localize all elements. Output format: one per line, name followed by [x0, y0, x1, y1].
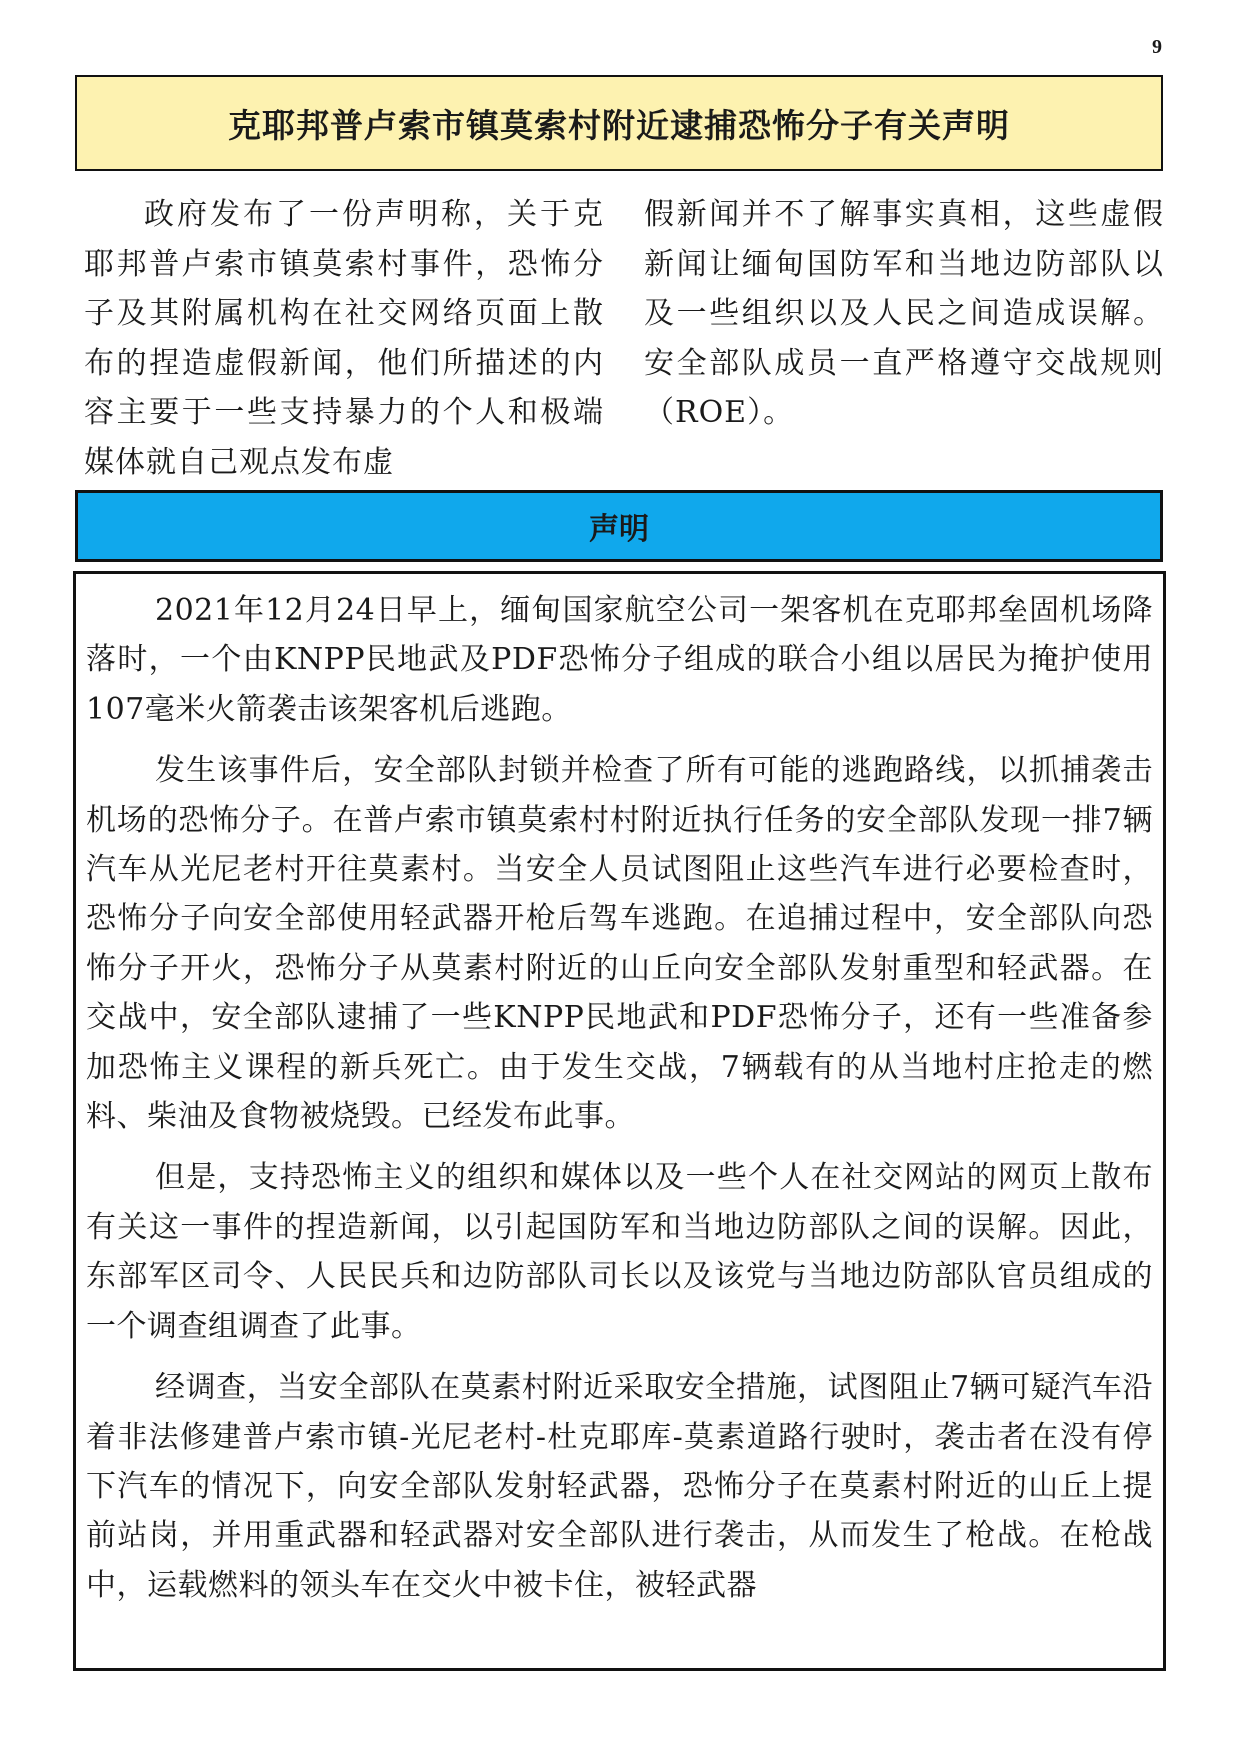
paragraph: 发生该事件后，安全部队封锁并检查了所有可能的逃跑路线，以抓捕袭击机场的恐怖分子。在普卢索市镇莫索村村附近执行任务的安全部队发现一排7辆汽车从光尼老村开往莫素村。当安全人员试图阻止这些汽车进行必要检查时，恐怖分子向安全部使用轻武器开枪后驾车逃跑。在追捕过程中，安全部队向恐怖分子开火，恐怖分子从莫素村附近的山丘向安全部队发射重型和轻武器。在交战中，安全部队逮捕了一些KNPP民地武和PDF恐怖分子，还有一些准备参加恐怖主义课程的新兵死亡。由于发生交战，7辆载有的从当地村庄抢走的燃料、柴油及食物被烧毁。已经发布此事。 [86, 753, 1153, 1135]
section-title: 声明 [589, 512, 649, 547]
paragraph: 2021年12月24日早上，缅甸国家航空公司一架客机在克耶邦垒固机场降落时，一个由KNPP民地武及PDF恐怖分子组成的联合小组以居民为掩护使用107毫米火箭袭击该架客机后逃跑。 [86, 593, 1153, 727]
intro-right-column [644, 190, 1164, 488]
paragraph: 经调查，当安全部队在莫素村附近采取安全措施，试图阻止7辆可疑汽车沿着非法修建普卢索市镇-光尼老村-杜克耶库-莫素道路行驶时，袭击者在没有停下汽车的情况下，向安全部队发射轻武器，恐怖分子在莫素村附近的山丘上提前站岗，并用重武器和轻武器对安全部队进行袭击，从而发生了枪战。在枪战中，运载燃料的领头车在交火中被卡住，被轻武器 [86, 1370, 1153, 1603]
intro-left-column [84, 190, 604, 488]
page-number: 9 [1152, 36, 1162, 58]
paragraph: 但是，支持恐怖主义的组织和媒体以及一些个人在社交网站的网页上散布有关这一事件的捏造新闻，以引起国防军和当地边防部队之间的误解。因此，东部军区司令、人民民兵和边防部队司长以及该党与当地边防部队官员组成的一个调查组调查了此事。 [86, 1160, 1153, 1344]
intro-left-text: 政府发布了一份声明称，关于克耶邦普卢索市镇莫索村事件，恐怖分子及其附属机构在社交网络页面上散布的捏造虚假新闻，他们所描述的内容主要于一些支持暴力的个人和极端媒体就自己观点发布虚 [84, 197, 604, 480]
statement-body [73, 571, 1166, 1671]
title-banner [75, 75, 1163, 171]
intro-section [84, 190, 1164, 490]
section-header [75, 490, 1163, 562]
intro-right-text: 假新闻并不了解事实真相，这些虚假新闻让缅甸国防军和当地边防部队以及一些组织以及人民之间造成误解。安全部队成员一直严格遵守交战规则（ROE）。 [644, 197, 1164, 430]
page-title: 克耶邦普卢索市镇莫索村附近逮捕恐怖分子有关声明 [228, 105, 1010, 145]
